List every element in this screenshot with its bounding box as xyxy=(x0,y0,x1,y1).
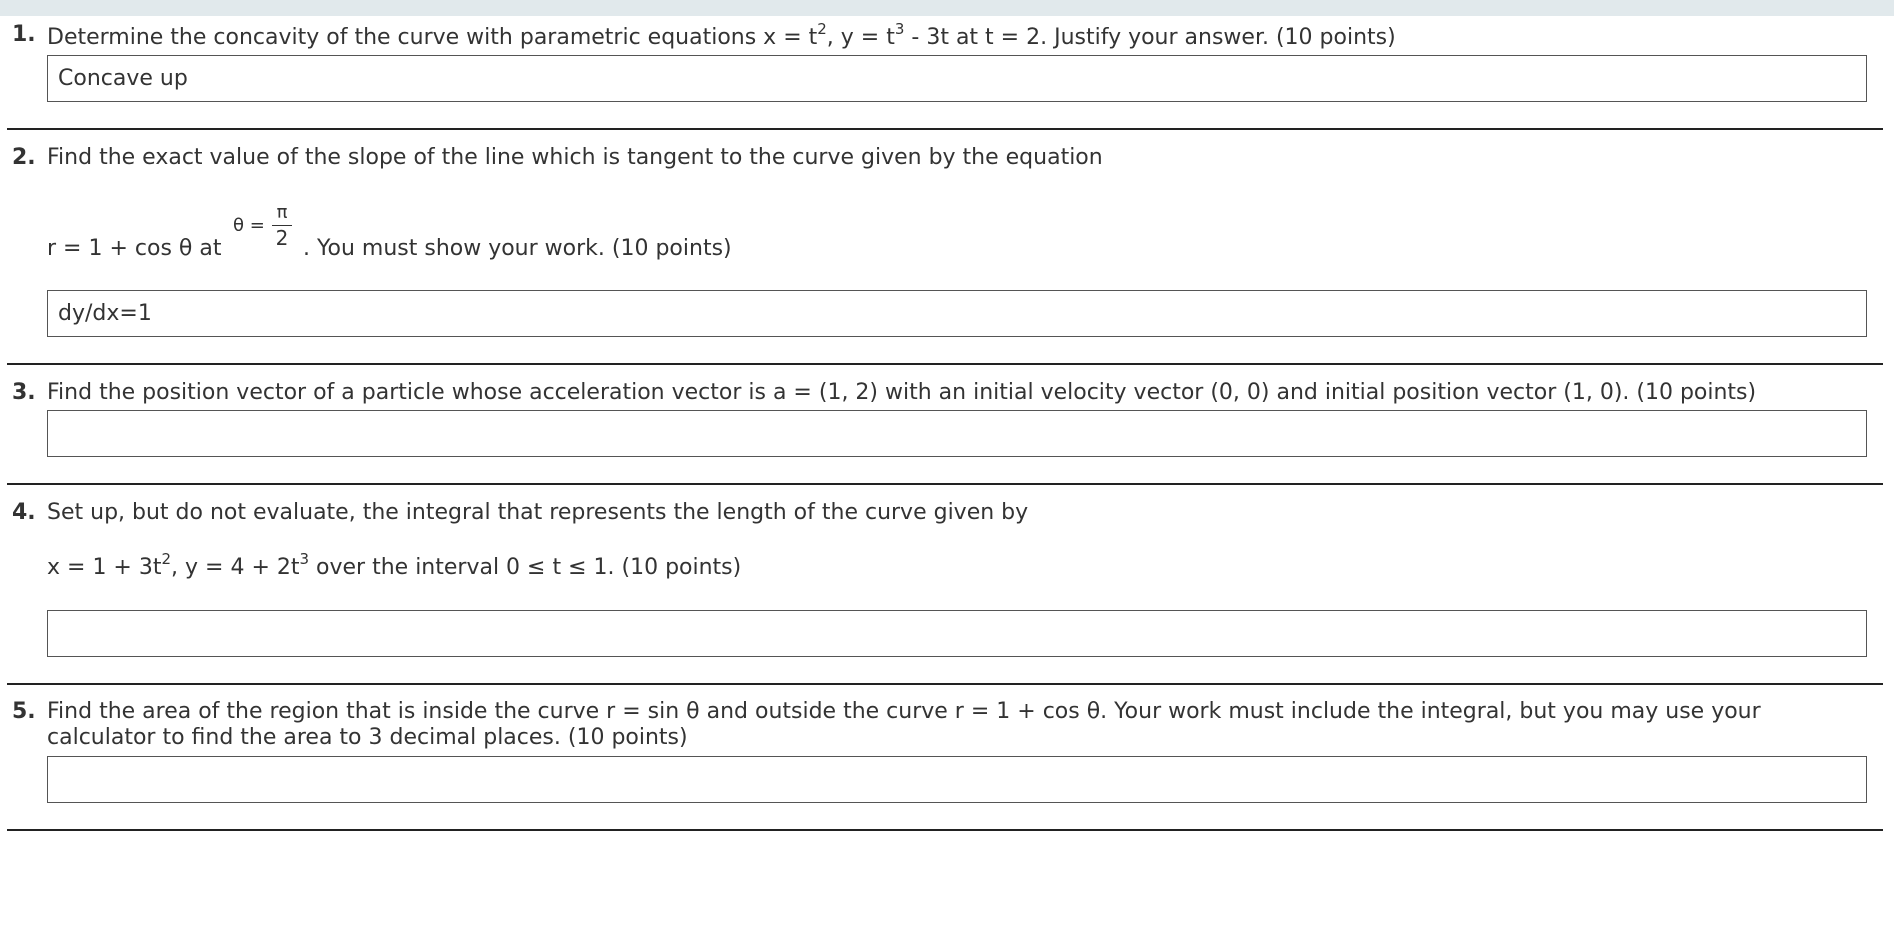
question-prompt-line2: r = 1 + cos θ at xyxy=(47,236,222,261)
top-bar xyxy=(0,0,1894,16)
question-prompt: Set up, but do not evaluate, the integral that represents the length of the curve given by xyxy=(47,500,1029,525)
theta-fraction: θ = xyxy=(233,215,265,236)
divider xyxy=(7,363,1883,365)
question-prompt-line2: $x = 1 + 3t^2$, $y = 4 + 2t^3$ over the interval 0 ≤ t ≤ 1. (10 points) xyxy=(47,549,742,580)
divider xyxy=(7,829,1883,831)
question-number: 2. xyxy=(12,145,36,170)
answer-field-3[interactable] xyxy=(47,410,1867,457)
question-prompt-line2-end: . You must show your work. (10 points) xyxy=(303,236,732,261)
divider xyxy=(7,128,1883,130)
answer-field-5[interactable] xyxy=(47,756,1867,803)
question-prompt: Find the area of the region that is inside the curve r = sin θ and outside the curve r = 1 + cos θ. Your work must include the integral, but you may use your calculator to find the area to 3 decimal places. (10 points) xyxy=(47,699,1761,750)
question-prompt: Find the position vector of a particle whose acceleration vector is a = (1, 2) with an initial velocity vector (0, 0) and initial position vector (1, 0). (10 points) xyxy=(47,380,1757,405)
answer-field-2[interactable]: dy/dx=1 xyxy=(47,290,1867,337)
question-number: 5. xyxy=(12,699,36,724)
question-number: 3. xyxy=(12,380,36,405)
question-number: 1. xyxy=(12,22,36,47)
question-prompt: Find the exact value of the slope of the line which is tangent to the curve given by the equation xyxy=(47,145,1103,170)
answer-field-1[interactable]: Concave up xyxy=(47,55,1867,102)
divider xyxy=(7,683,1883,685)
answer-field-4[interactable] xyxy=(47,610,1867,657)
pi-over-two: π 2 xyxy=(272,203,292,250)
divider xyxy=(7,483,1883,485)
question-number: 4. xyxy=(12,500,36,525)
question-prompt: Determine the concavity of the curve with parametric equations $x = t^2$, $y = t^3 - 3t$ at t = 2. Justify your answer. (10 points) xyxy=(47,19,1396,50)
